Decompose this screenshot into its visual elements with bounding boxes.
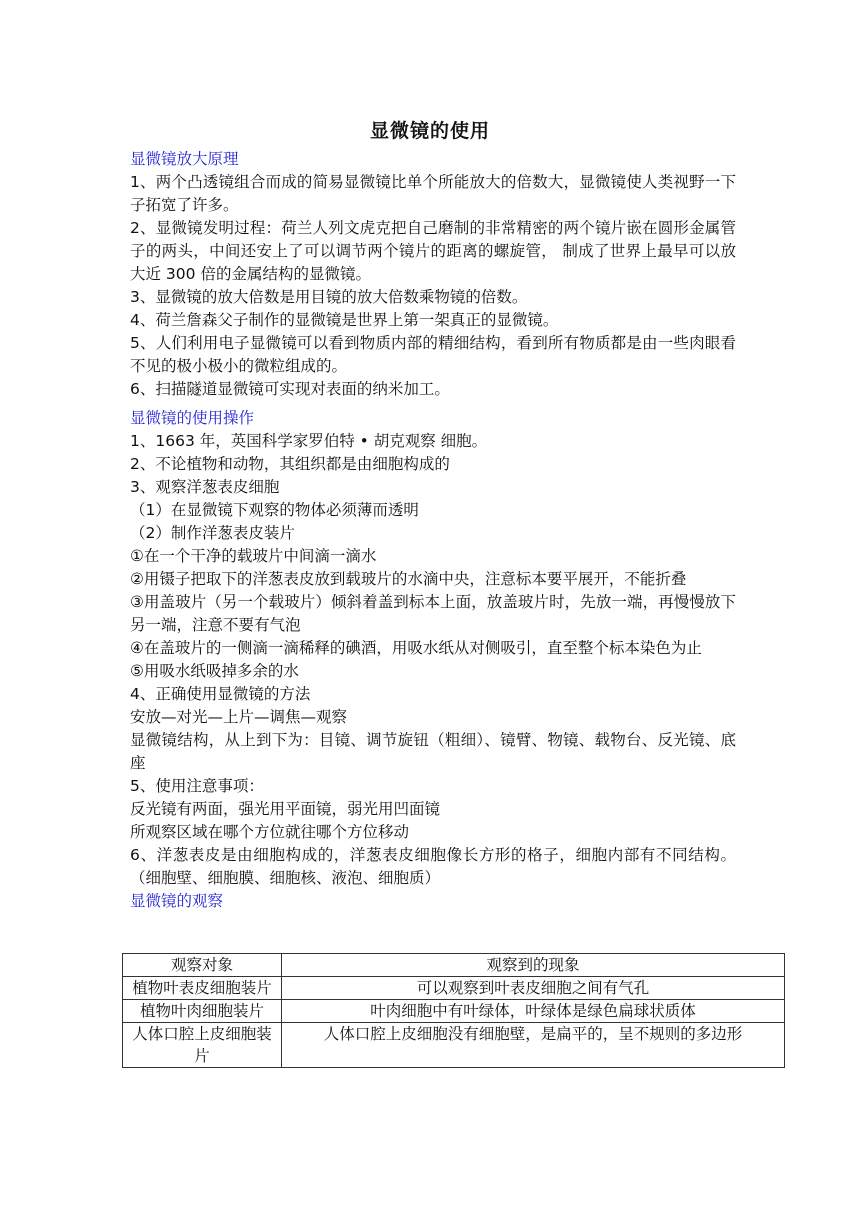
paragraph: 显微镜结构，从上到下为：目镜、调节旋钮（粗细）、镜臂、物镜、载物台、反光镜、底座: [130, 731, 736, 772]
paragraph: 反光镜有两面，强光用平面镜，弱光用凹面镜: [130, 800, 441, 818]
paragraph: ③用盖玻片（另一个载玻片）倾斜着盖到标本上面，放盖玻片时，先放一端，再慢慢放下另一端，注意不要有气泡: [130, 593, 736, 634]
paragraph: 1、1663 年，英国科学家罗伯特 • 胡克观察 细胞。: [130, 432, 488, 450]
paragraph: 1、两个凸透镜组合而成的简易显微镜比单个所能放大的倍数大，显微镜使人类视野一下子拓宽了许多。: [130, 173, 736, 214]
section-heading: 显微镜放大原理: [130, 150, 239, 168]
table-cell: 人体口腔上皮细胞装片: [123, 1023, 282, 1068]
paragraph: 安放—对光—上片—调焦—观察: [130, 708, 348, 726]
table-cell: 叶肉细胞中有叶绿体，叶绿体是绿色扁球状质体: [282, 1000, 785, 1023]
table-cell: 人体口腔上皮细胞没有细胞壁，是扁平的，呈不规则的多边形: [282, 1023, 785, 1068]
table-cell: 植物叶肉细胞装片: [123, 1000, 282, 1023]
document-body: [130, 148, 736, 913]
paragraph: 4、正确使用显微镜的方法: [130, 685, 311, 703]
paragraph: 2、不论植物和动物，其组织都是由细胞构成的: [130, 455, 450, 473]
paragraph: 6、扫描隧道显微镜可实现对表面的纳米加工。: [130, 380, 450, 398]
table-header-row: [123, 954, 785, 977]
page-title: 显微镜的使用: [369, 120, 490, 142]
paragraph: 所观察区域在哪个方位就往哪个方位移动: [130, 823, 410, 841]
paragraph: 5、使用注意事项：: [130, 777, 264, 795]
section-heading: 显微镜的观察: [130, 892, 224, 910]
paragraph: 6、洋葱表皮是由细胞构成的，洋葱表皮细胞像长方形的格子，细胞内部有不同结构。（细胞壁、细胞膜、细胞核、液泡、细胞质）: [130, 846, 736, 887]
paragraph: （1）在显微镜下观察的物体必须薄而透明: [130, 501, 419, 519]
paragraph: ④在盖玻片的一侧滴一滴稀释的碘酒，用吸水纸从对侧吸引，直至整个标本染色为止: [130, 639, 702, 657]
paragraph: ①在一个干净的载玻片中间滴一滴水: [130, 547, 377, 565]
section-heading: 显微镜的使用操作: [130, 409, 255, 427]
observation-table: [122, 953, 785, 1068]
table-header-cell: 观察对象: [123, 954, 282, 977]
table-row: [123, 1023, 785, 1068]
paragraph: 3、显微镜的放大倍数是用目镜的放大倍数乘物镜的倍数。: [130, 288, 528, 306]
paragraph: ②用镊子把取下的洋葱表皮放到载玻片的水滴中央，注意标本要平展开，不能折叠: [130, 570, 687, 588]
table-cell: 可以观察到叶表皮细胞之间有气孔: [282, 977, 785, 1000]
table-cell: 植物叶表皮细胞装片: [123, 977, 282, 1000]
table-row: [123, 1000, 785, 1023]
paragraph: 2、显微镜发明过程：荷兰人列文虎克把自己磨制的非常精密的两个镜片嵌在圆形金属管子的两头，中间还安上了可以调节两个镜片的距离的螺旋管， 制成了世界上最早可以放大近 300 倍的金属结构的显微镜。: [130, 219, 736, 283]
paragraph: （2）制作洋葱表皮装片: [130, 524, 295, 542]
paragraph: 3、观察洋葱表皮细胞: [130, 478, 280, 496]
paragraph: 5、人们利用电子显微镜可以看到物质内部的精细结构，看到所有物质都是由一些肉眼看不见的极小极小的微粒组成的。: [130, 334, 736, 375]
paragraph: ⑤用吸水纸吸掉多余的水: [130, 662, 299, 680]
paragraph: 4、荷兰詹森父子制作的显微镜是世界上第一架真正的显微镜。: [130, 311, 559, 329]
table-row: [123, 977, 785, 1000]
table-header-cell: 观察到的现象: [282, 954, 785, 977]
